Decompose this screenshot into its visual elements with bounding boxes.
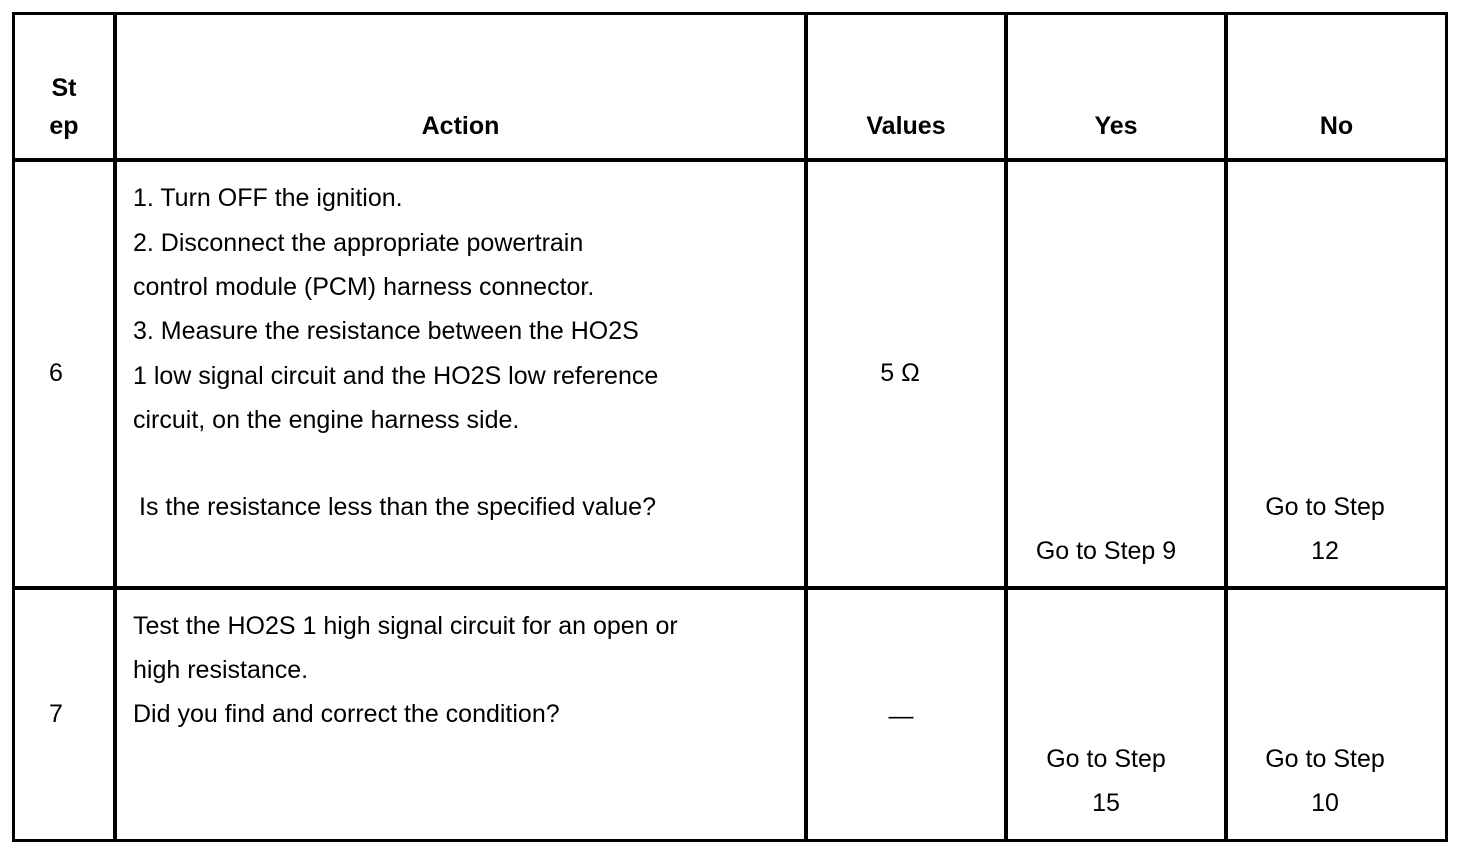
header-step-line2: ep	[49, 112, 79, 140]
header-yes: Yes	[1094, 112, 1138, 140]
header-divider	[12, 158, 1448, 162]
table-border-right	[1445, 12, 1448, 842]
step-number: 6	[49, 359, 63, 387]
spec-value: 5 Ω	[880, 359, 920, 387]
table-border-top	[12, 12, 1448, 15]
no-result-line1: Go to Step	[1265, 493, 1385, 521]
action-question: Is the resistance less than the specified value?	[139, 493, 656, 521]
yes-result: Go to Step 9	[1035, 537, 1177, 565]
action-line: 1 low signal circuit and the HO2S low reference	[133, 362, 659, 390]
action-line: 3. Measure the resistance between the HO2S	[133, 317, 639, 345]
yes-result-line1: Go to Step	[1046, 745, 1166, 773]
header-values: Values	[866, 112, 946, 140]
action-line: 1. Turn OFF the ignition.	[133, 184, 403, 212]
header-step-line1: St	[51, 74, 77, 102]
action-line: control module (PCM) harness connector.	[133, 273, 595, 301]
row-divider	[12, 586, 1448, 590]
no-result-line2: 10	[1311, 789, 1339, 817]
header-no: No	[1319, 112, 1354, 140]
yes-result-line2: 15	[1092, 789, 1120, 817]
action-line: 2. Disconnect the appropriate powertrain	[133, 229, 584, 257]
action-line: high resistance.	[133, 656, 309, 684]
step-number: 7	[49, 700, 63, 728]
action-line: circuit, on the engine harness side.	[133, 406, 520, 434]
action-line: Did you find and correct the condition?	[133, 700, 560, 728]
no-result-line2: 12	[1311, 537, 1339, 565]
no-result-line1: Go to Step	[1265, 745, 1385, 773]
table-border-bottom	[12, 839, 1448, 842]
action-line: Test the HO2S 1 high signal circuit for an open or	[133, 612, 678, 640]
spec-value: —	[888, 702, 914, 730]
header-action: Action	[421, 112, 500, 140]
